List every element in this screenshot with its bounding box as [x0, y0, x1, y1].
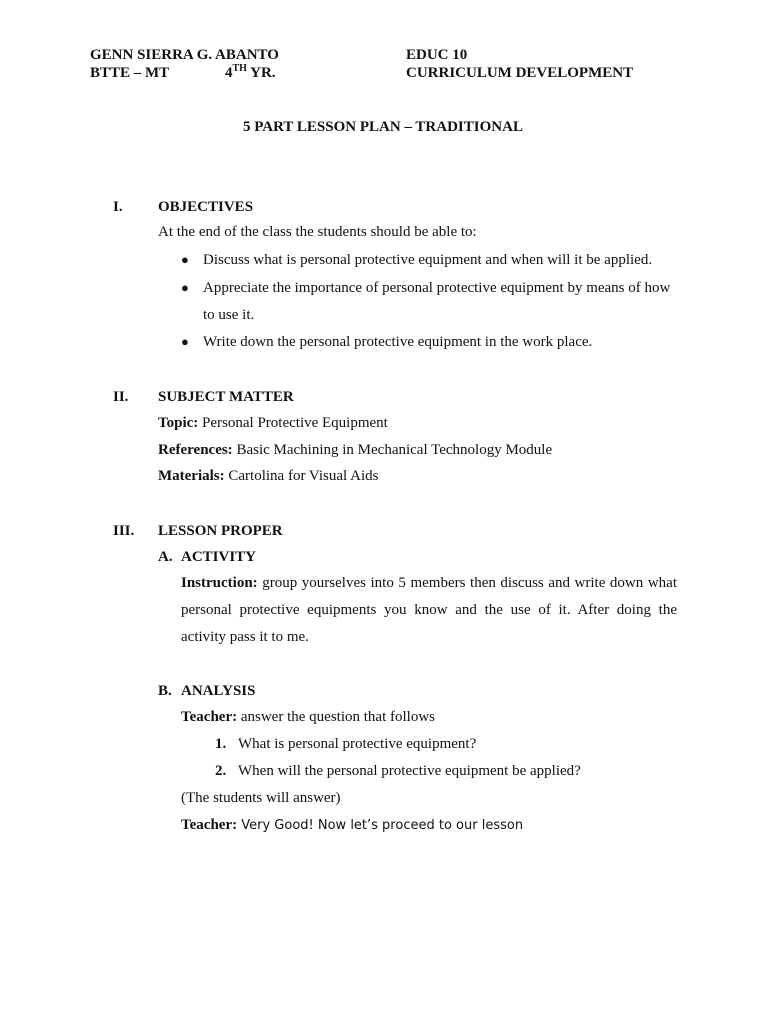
document-title: 5 PART LESSON PLAN – TRADITIONAL — [243, 119, 523, 135]
year-number: 4 — [225, 65, 233, 81]
topic-line — [158, 414, 388, 432]
question-number: 1. — [215, 736, 227, 752]
references-value: Basic Machining in Mechanical Technology Module — [232, 442, 553, 458]
subsection-letter-activity: A. — [158, 549, 173, 565]
activity-instruction-line — [181, 574, 677, 592]
materials-label: Materials: — [158, 468, 225, 484]
references-label: References: — [158, 442, 233, 458]
topic-value: Personal Protective Equipment — [198, 415, 388, 431]
section-heading-lesson: LESSON PROPER — [158, 523, 283, 539]
bullet-icon: ● — [181, 280, 189, 295]
subsection-heading-activity: ACTIVITY — [181, 549, 257, 565]
subsection-letter-analysis: B. — [158, 683, 172, 699]
teacher-closing — [181, 816, 523, 835]
year-suffix: YR. — [246, 65, 276, 81]
objective-item: Discuss what is personal protective equipment and when will it be applied. — [203, 252, 653, 268]
section-numeral-objectives: I. — [113, 199, 123, 215]
objective-item-continuation: to use it. — [203, 307, 255, 323]
author-program: BTTE – MT — [90, 65, 170, 81]
objectives-intro: At the end of the class the students should be able to: — [158, 224, 477, 240]
question-text: When will the personal protective equipment be applied? — [238, 763, 581, 779]
references-line — [158, 441, 552, 459]
bullet-icon: ● — [181, 252, 189, 267]
section-heading-subject: SUBJECT MATTER — [158, 389, 294, 405]
section-heading-objectives: OBJECTIVES — [158, 199, 254, 215]
author-name: GENN SIERRA G. ABANTO — [90, 47, 279, 63]
teacher-closing-text: Very Good! Now let’s proceed to our lesson — [237, 818, 524, 833]
materials-value: Cartolina for Visual Aids — [224, 468, 379, 484]
teacher-text: answer the question that follows — [237, 709, 435, 725]
teacher-label: Teacher: — [181, 817, 238, 833]
materials-line — [158, 467, 378, 485]
year-superscript: TH — [232, 63, 247, 74]
course-title: CURRICULUM DEVELOPMENT — [406, 65, 634, 81]
question-text: What is personal protective equipment? — [238, 736, 477, 752]
bullet-icon: ● — [181, 334, 189, 349]
subsection-heading-analysis: ANALYSIS — [181, 683, 256, 699]
question-number: 2. — [215, 763, 227, 779]
activity-instruction-line: personal protective equipments you know and the use of it. After doing the — [181, 602, 677, 618]
objective-item: Write down the personal protective equipment in the work place. — [203, 334, 593, 350]
section-numeral-subject: II. — [113, 389, 129, 405]
instruction-label: Instruction: — [181, 575, 258, 591]
author-year — [225, 64, 276, 82]
teacher-label: Teacher: — [181, 709, 238, 725]
students-response: (The students will answer) — [181, 790, 341, 806]
topic-label: Topic: — [158, 415, 199, 431]
objective-item: Appreciate the importance of personal protective equipment by means of how — [203, 280, 671, 296]
teacher-prompt — [181, 708, 435, 726]
activity-instruction-line: activity pass it to me. — [181, 629, 309, 645]
instruction-text: group yourselves into 5 members then discuss and write down what — [257, 575, 677, 591]
section-numeral-lesson: III. — [113, 523, 135, 539]
course-code: EDUC 10 — [406, 47, 468, 63]
